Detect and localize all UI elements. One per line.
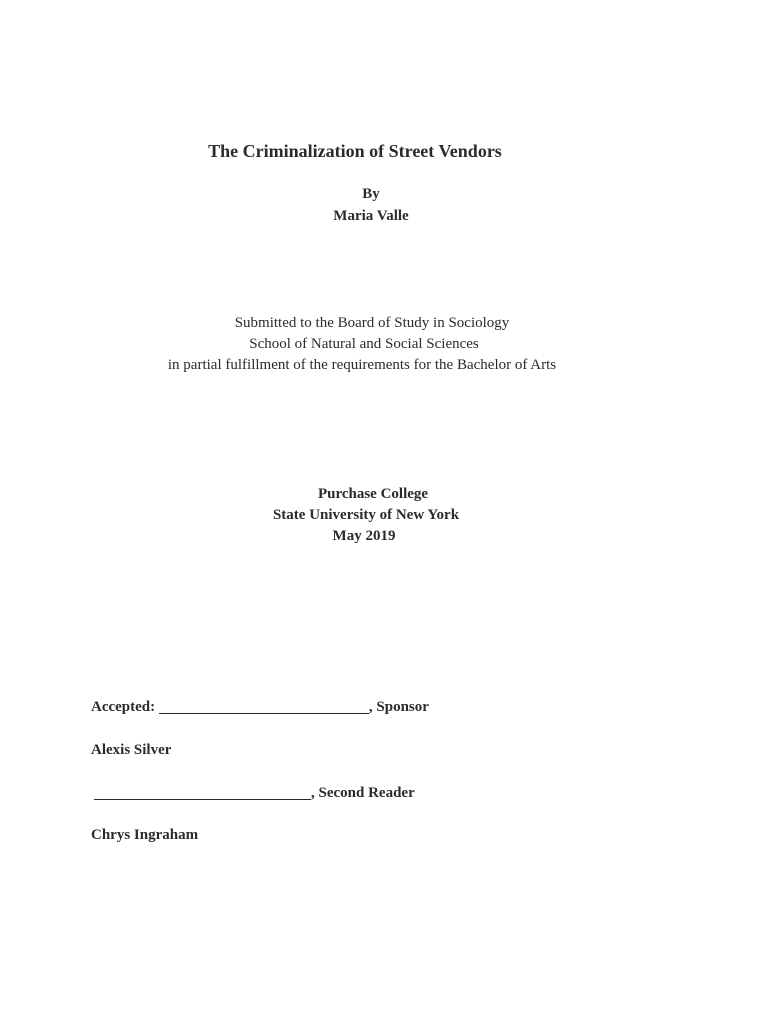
submission-date: May 2019 <box>332 528 396 544</box>
second-reader-role: , Second Reader <box>311 785 415 801</box>
sponsor-name: Alexis Silver <box>91 742 172 758</box>
submission-line-3: in partial fulfillment of the requirements for the Bachelor of Arts <box>167 357 557 373</box>
by-label: By <box>362 186 380 202</box>
sponsor-signature-line <box>91 699 429 716</box>
sponsor-signature-blank <box>159 701 369 714</box>
accepted-label: Accepted: <box>91 699 156 715</box>
second-reader-signature-line <box>94 785 415 802</box>
document-title: The Criminalization of Street Vendors <box>208 141 502 161</box>
submission-line-1: Submitted to the Board of Study in Sociology <box>234 315 510 331</box>
author-name: Maria Valle <box>333 208 409 224</box>
second-reader-signature-blank <box>94 787 311 800</box>
university-name: State University of New York <box>272 507 460 523</box>
second-reader-name: Chrys Ingraham <box>91 827 199 843</box>
sponsor-role: , Sponsor <box>368 699 429 715</box>
college-name: Purchase College <box>317 486 429 502</box>
submission-line-2: School of Natural and Social Sciences <box>249 336 479 352</box>
